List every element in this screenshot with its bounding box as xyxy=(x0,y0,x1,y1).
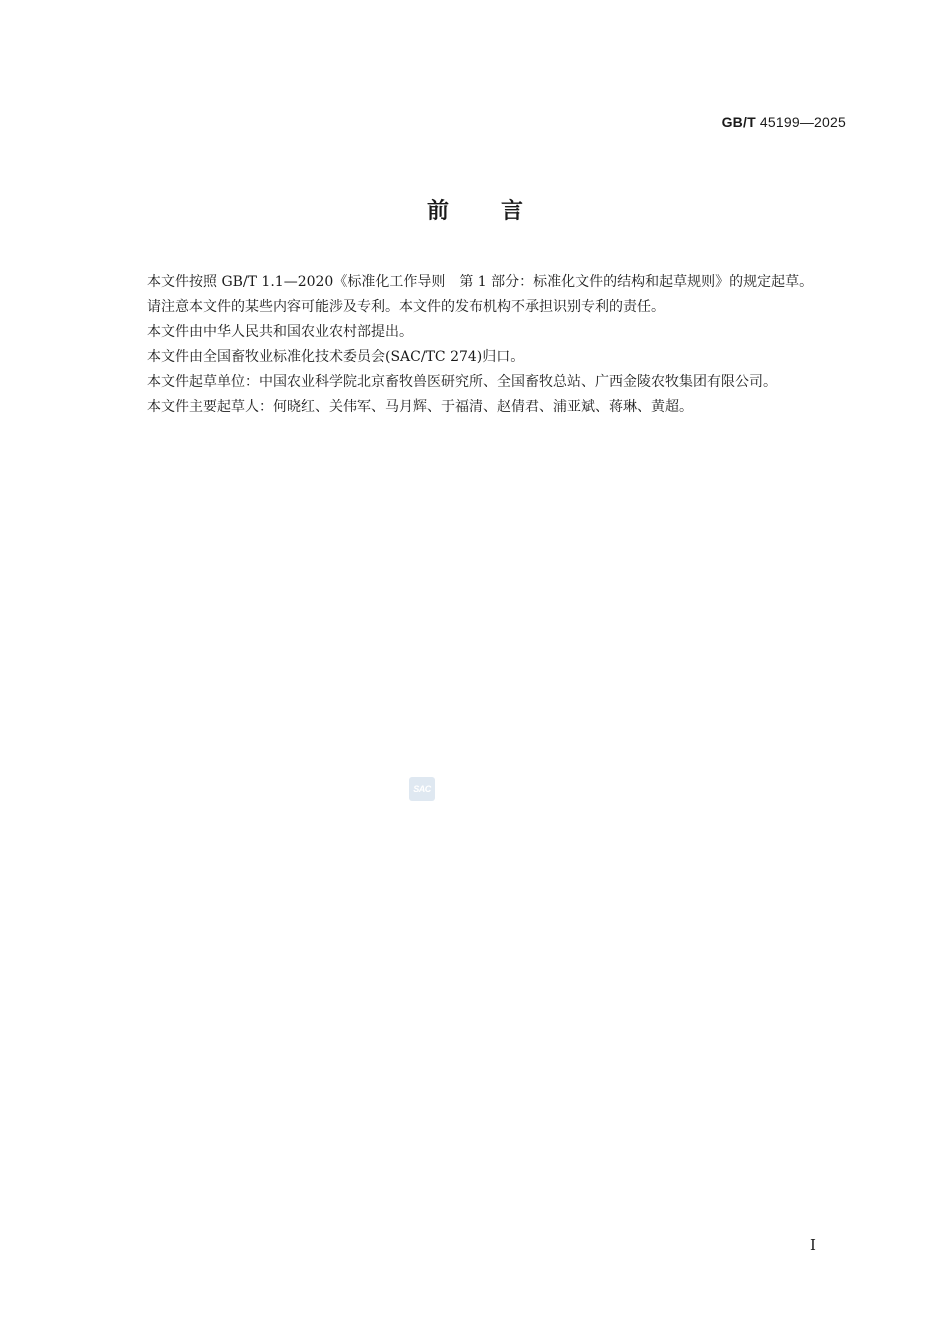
paragraph-drafting-units: 本文件起草单位：中国农业科学院北京畜牧兽医研究所、全国畜牧总站、广西金陵农牧集团有限公司。 xyxy=(147,374,777,390)
paragraph-proposer: 本文件由中华人民共和国农业农村部提出。 xyxy=(147,324,413,340)
paragraph-drafters: 本文件主要起草人：何晓红、关伟军、马月辉、于福清、赵倩君、浦亚斌、蒋琳、黄超。 xyxy=(147,399,693,415)
paragraph-patent-notice: 请注意本文件的某些内容可能涉及专利。本文件的发布机构不承担识别专利的责任。 xyxy=(147,299,665,315)
page-number: I xyxy=(810,1236,816,1254)
document-code xyxy=(722,114,846,130)
document-code-number: 45199—2025 xyxy=(755,114,846,130)
document-code-prefix: GB/T xyxy=(721,114,756,130)
sac-watermark-logo: SAC xyxy=(409,777,435,801)
paragraph-drafting-rules: 本文件按照 GB/T 1.1—2020《标准化工作导则 第 1 部分：标准化文件的结构和起草规则》的规定起草。 xyxy=(147,274,814,290)
foreword-body xyxy=(113,270,847,420)
paragraph-technical-committee: 本文件由全国畜牧业标准化技术委员会(SAC/TC 274)归口。 xyxy=(147,349,525,365)
page-title: 前言 xyxy=(426,199,575,224)
